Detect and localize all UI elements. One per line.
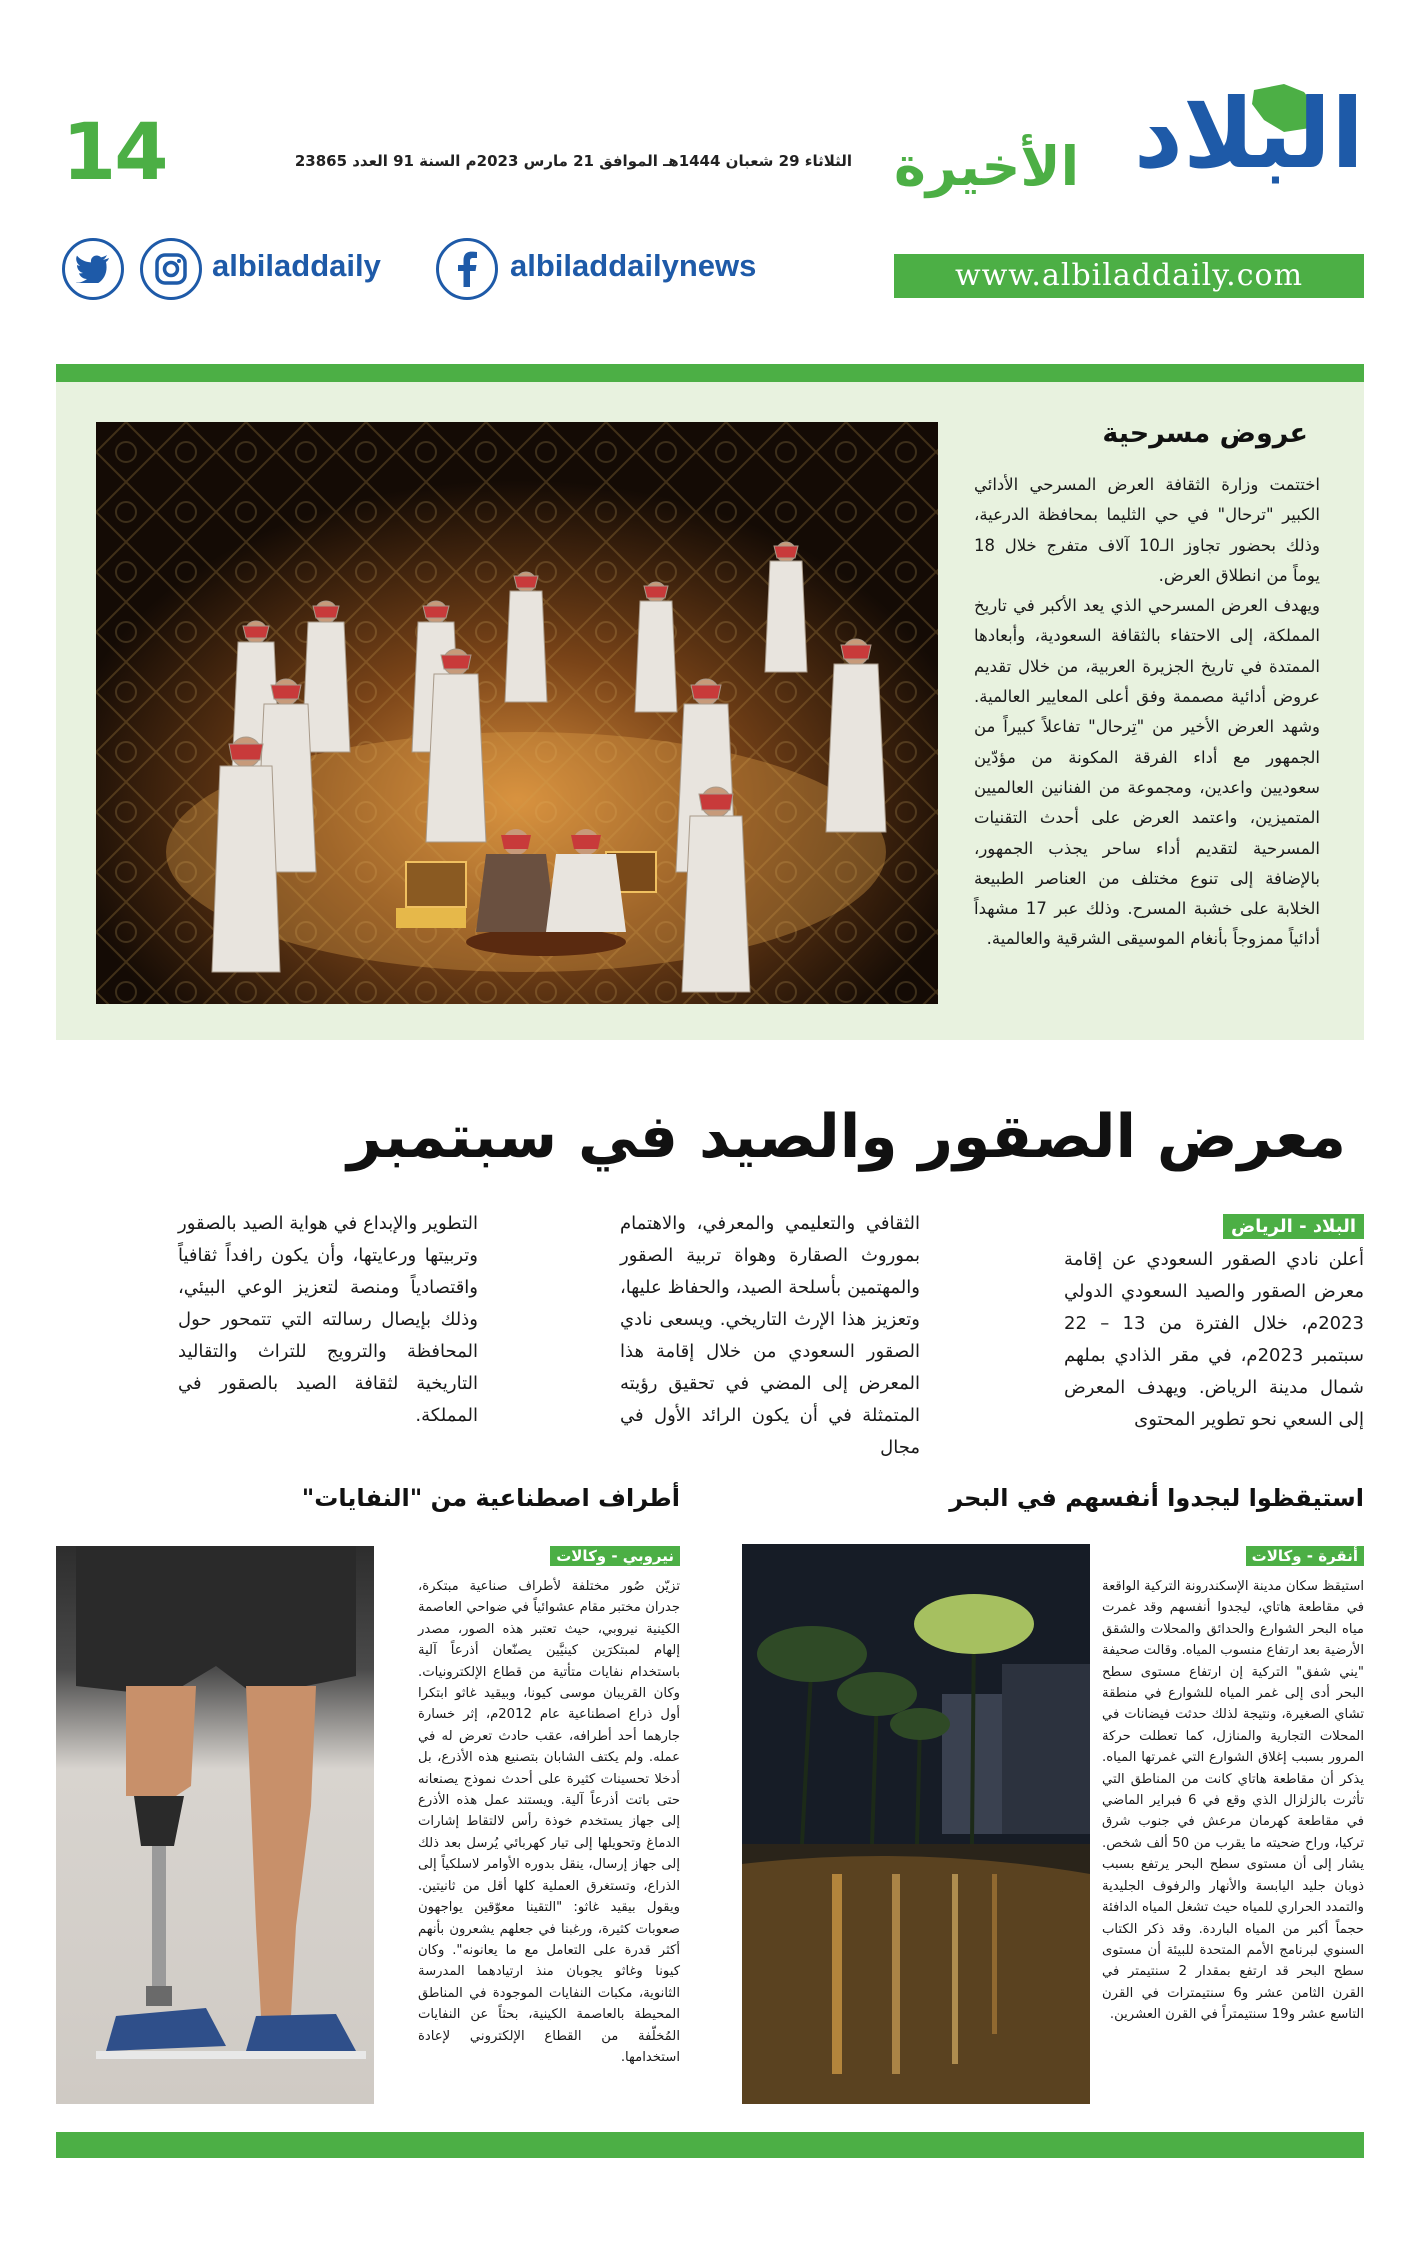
flooded-street-illustration [742, 1544, 1090, 2104]
story-right-title: استيقظوا ليجدوا أنفسهم في البحر [949, 1484, 1364, 1512]
main-story-column-2: الثقافي والتعليمي والمعرفي، والاهتمام بموروث الصقارة وهواة تربية الصقور والمهتمين بأسلحة الصيد، والحفاظ عليها، وتعزيز هذا الإرث التاريخي. ويسعى نادي الصقور السعودي من خلال إقامة هذا المعرض إلى المضي في تحقيق رؤيته المتمثلة في أن يكون الرائد الأول في مجال [620, 1213, 920, 1458]
instagram-camera-glyph [155, 253, 187, 285]
feature-title: عروض مسرحية [1102, 418, 1308, 449]
main-story-column-1: أعلن نادي الصقور السعودي عن إقامة معرض الصقور والصيد السعودي الدولي 2023م، خلال الفترة من 13 – 22 سبتمبر 2023م، في مقر الذادي بملهم شمال مدينة الرياض. ويهدف المعرض إلى السعي نحو تطوير المحتوى [1064, 1249, 1365, 1430]
feature-paragraph: ويهدف العرض المسرحي الذي يعد الأكبر في تاريخ المملكة، إلى الاحتفاء بالثقافة السعودية، وأبعادها الممتدة في تاريخ الجزيرة العربية، من خلال تقديم عروض أدائية مصممة وفق أعلى المعايير العالمية. وشهد العرض الأخير من "تِرحال" تفاعلاً كبيراً من الجمهور مع أداء الفرقة المكونة من مؤدّين سعوديين واعدين، ومجموعة من الفنانين العالميين المتميزين، واعتمد العرض على أحدث التقنيات المسرحية لتقديم أداء ساحر يجذب الجمهور، بالإضافة إلى تنوع مختلف من العناصر الطبيعة الخلابة على خشبة المسرح. وذلك عبر 17 مشهداً أدائياً ممزوجاً بأنغام الموسيقى الشرقية والعالمية. [974, 596, 1321, 949]
twitter-icon[interactable] [62, 238, 124, 300]
story-left-dateline: نيروبي - وكالات [550, 1546, 680, 1566]
prosthetic-leg-photo [56, 1546, 374, 2104]
edition-name: الأخيرة [894, 135, 1080, 198]
prosthetic-leg-illustration [56, 1546, 374, 2104]
story-right-dateline: أنقرة - وكالات [1246, 1546, 1364, 1566]
facebook-f-glyph [456, 251, 478, 287]
theatre-stage-illustration [96, 422, 938, 1004]
section-rule-top [56, 364, 1364, 382]
facebook-icon[interactable] [436, 238, 498, 300]
brand-name: البلاد [1133, 78, 1364, 190]
instagram-icon[interactable] [140, 238, 202, 300]
facebook-handle[interactable]: albiladdailynews [510, 248, 757, 283]
section-rule-bottom [56, 2132, 1364, 2158]
page-number: 14 [62, 108, 167, 198]
feature-paragraph: اختتمت وزارة الثقافة العرض المسرحي الأدائي الكبير "ترحال" في حي الثليما بمحافظة الدرعية، وذلك بحضور تجاوز الـ10 آلاف متفرج خلال 18 يوماً من انطلاق العرض. [974, 475, 1320, 585]
flooded-street-photo [742, 1544, 1090, 2104]
instagram-handle[interactable]: albiladdaily [212, 248, 381, 283]
main-dateline: البلاد - الرياض [1223, 1214, 1364, 1239]
feature-body [974, 470, 1320, 955]
website-bar[interactable]: www.albiladdaily.com [894, 254, 1364, 298]
story-left-title: أطراف اصطناعية من "النفايات" [301, 1484, 680, 1512]
main-headline: معرض الصقور والصيد في سبتمبر [347, 1102, 1346, 1172]
newspaper-logo [894, 78, 1364, 216]
issue-date-line: الثلاثاء 29 شعبان 1444هـ الموافق 21 مارس 2023م السنة 91 العدد 23865 [294, 152, 852, 170]
theatre-performance-photo [96, 422, 938, 1004]
twitter-bird-glyph [76, 255, 110, 283]
main-story-column-3: التطوير والإبداع في هواية الصيد بالصقور وتربيتها ورعايتها، وأن يكون رافداً ثقافياً واقتصادياً ومنصة لتعزيز الوعي البيئي، وذلك بإيصال رسالته التي تتمحور حول المحافظة والترويج للتراث والتقاليد التاريخية لثقافة الصيد بالصقور في المملكة. [178, 1213, 478, 1426]
story-left-body: تزيّن صُور مختلفة لأطراف صناعية مبتكرة، جدران مختبر مقام عشوائياً في ضواحي العاصمة الكينية نيروبي، حيث تعتبر هذه الصور، مصدر إلهام لمبتكرَين كينيَّين يصنّعان أذرعاً آلية باستخدام نفايات متأتية من قطاع الإلكترونيات. وكان القريبان موسى كيونا، وبيقيد غاثو ابتكرا أول ذراع اصطناعية عام 2012م، إثر خسارة جارهما أحد أطرافه، عقب حادث تعرض له في عمله. ولم يكتف الشابان بتصنيع هذه الأذرع، بل أدخلا تحسينات كثيرة على أحدث نموذج يصنعانه حتى باتت أذرعاً آلية. ويستند عمل هذه الأذرع إلى جهاز يستخدم خوذة رأس لالتقاط إشارات الدماغ وتحويلها إلى تيار كهربائي يُرسل بعد ذلك إلى جهاز إرسال، ينقل بدوره الأوامر لاسلكياً إلى الذراع، وتستغرق العملية كلها أقل من ثانيتين. ويقول بيقيد غاثو: "التقينا معوّقين يواجهون صعوبات كثيرة، ورغبنا في جعلهم يشعرون بأنهم أكثر قدرة على التعامل مع ما يعانونه". وكان كيونا وغاثو يجوبان منذ ارتيادهما المدرسة الثانوية، مكبات النفايات الموجودة في المناطق المحيطة بالعاصمة الكينية، بحثاً عن النفايات المُخلّفة من القطاع الإلكتروني لإعادة استخدامها. [418, 1579, 680, 2065]
story-right-body: استيقظ سكان مدينة الإسكندرونة التركية الواقعة في مقاطعة هاتاي، ليجدوا أنفسهم وقد غمرت مياه البحر الشوارع والحدائق والمحلات والشقق الأرضية بعد ارتفاع منسوب المياه. وقالت صحيفة "يني شفق" التركية إن ارتفاع مستوى سطح البحر أدى إلى غمر المياه للشوارع في منطقة تشاي الصغيرة، ونتيجة لذلك حدثت فيضانات في المحلات التجارية والمنازل، كما تعطلت حركة المرور بسبب إغلاق الشوارع التي غمرتها المياه. يذكر أن مقاطعة هاتاي كانت من المناطق التي تأثرت بالزلزال الذي وقع في 6 فبراير الماضي في مقاطعة كهرمان مرعش في جنوب شرق تركيا، وراح ضحيته ما يقرب من 50 ألف شخص. يشار إلى أن مستوى سطح البحر يرتفع بسبب ذوبان جليد اليابسة والأنهار والرفوف الجليدية والتمدد الحراري للمياه حيث تشغل المياه الدافئة حجماً أكبر من المياه الباردة. وقد ذكر الكتاب السنوي لبرنامج الأمم المتحدة للبيئة أن مستوى سطح البحر قد ارتفع بمقدار 2 سنتيمتر في القرن الثامن عشر و6 سنتيمترات في القرن التاسع عشر و19 سنتيمتراً في القرن العشرين. [1102, 1579, 1364, 2023]
